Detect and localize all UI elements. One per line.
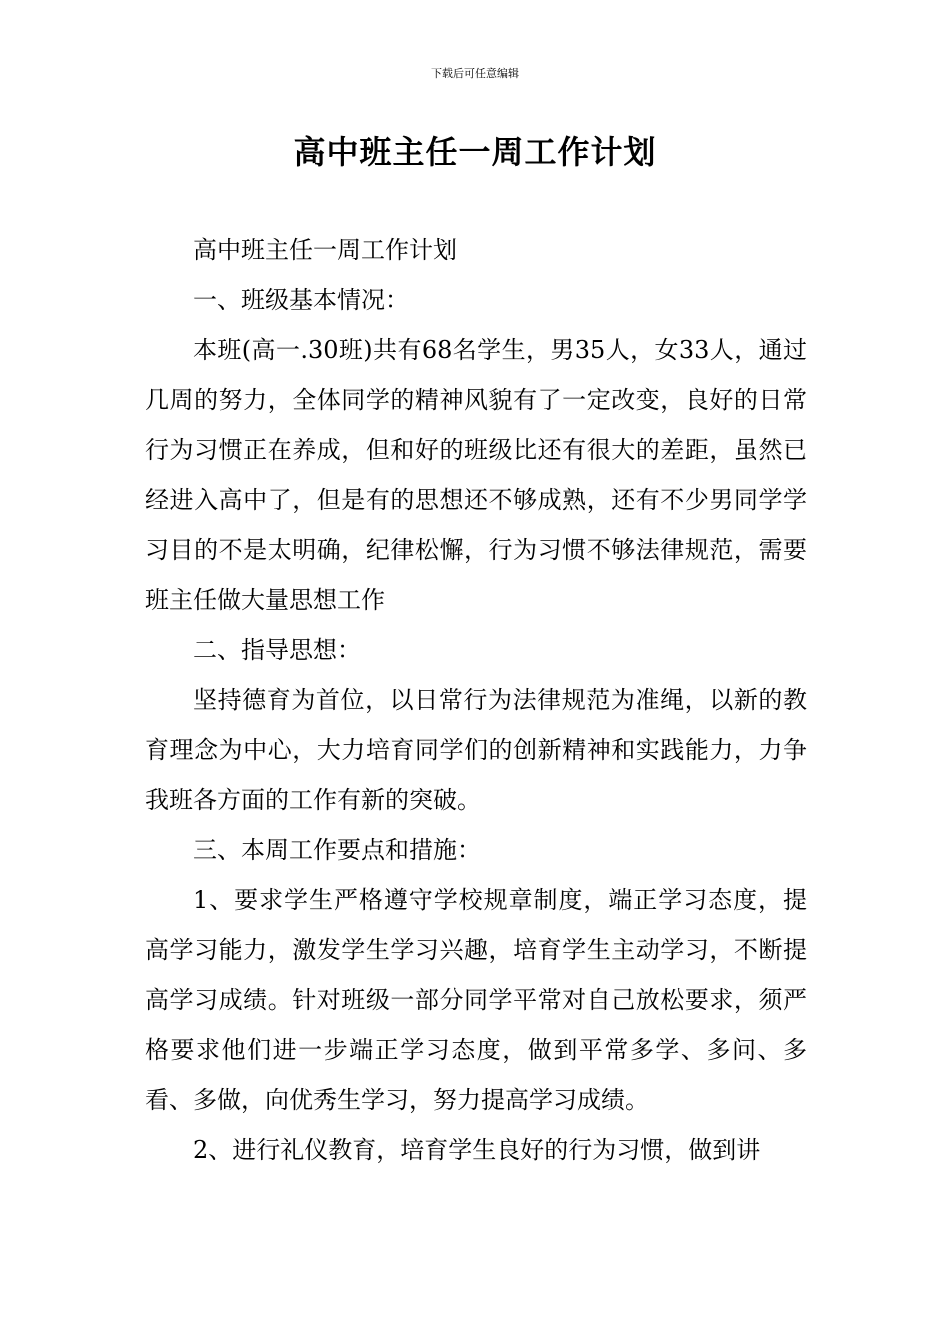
section-heading: 二、指导思想： bbox=[193, 636, 361, 664]
section-heading: 一、班级基本情况： bbox=[193, 286, 409, 314]
header-note: 下载后可任意编辑 bbox=[431, 67, 519, 80]
paragraph: 2、进行礼仪教育，培育学生良好的行为习惯，做到讲 bbox=[193, 1136, 761, 1164]
document-body bbox=[145, 225, 807, 1175]
paragraph: 高中班主任一周工作计划 bbox=[193, 236, 457, 264]
document-title: 高中班主任一周工作计划 bbox=[293, 133, 657, 171]
section-heading: 三、本周工作要点和措施： bbox=[193, 836, 481, 864]
paragraph: 坚持德育为首位，以日常行为法律规范为准绳，以新的教育理念为中心，大力培育同学们的创新精神和实践能力，力争我班各方面的工作有新的突破。 bbox=[145, 686, 807, 814]
paragraph: 本班(高一.30班)共有68名学生，男35人，女33人，通过几周的努力，全体同学的精神风貌有了一定改变，良好的日常行为习惯正在养成，但和好的班级比还有很大的差距，虽然已经进入高中了，但是有的思想还不够成熟，还有不少男同学学习目的不是太明确，纪律松懈，行为习惯不够法律规范，需要班主任做大量思想工作 bbox=[145, 336, 807, 614]
paragraph: 1、要求学生严格遵守学校规章制度，端正学习态度，提高学习能力，激发学生学习兴趣，培育学生主动学习，不断提高学习成绩。针对班级一部分同学平常对自己放松要求，须严格要求他们进一步端正学习态度，做到平常多学、多问、多看、多做，向优秀生学习，努力提高学习成绩。 bbox=[145, 886, 807, 1114]
